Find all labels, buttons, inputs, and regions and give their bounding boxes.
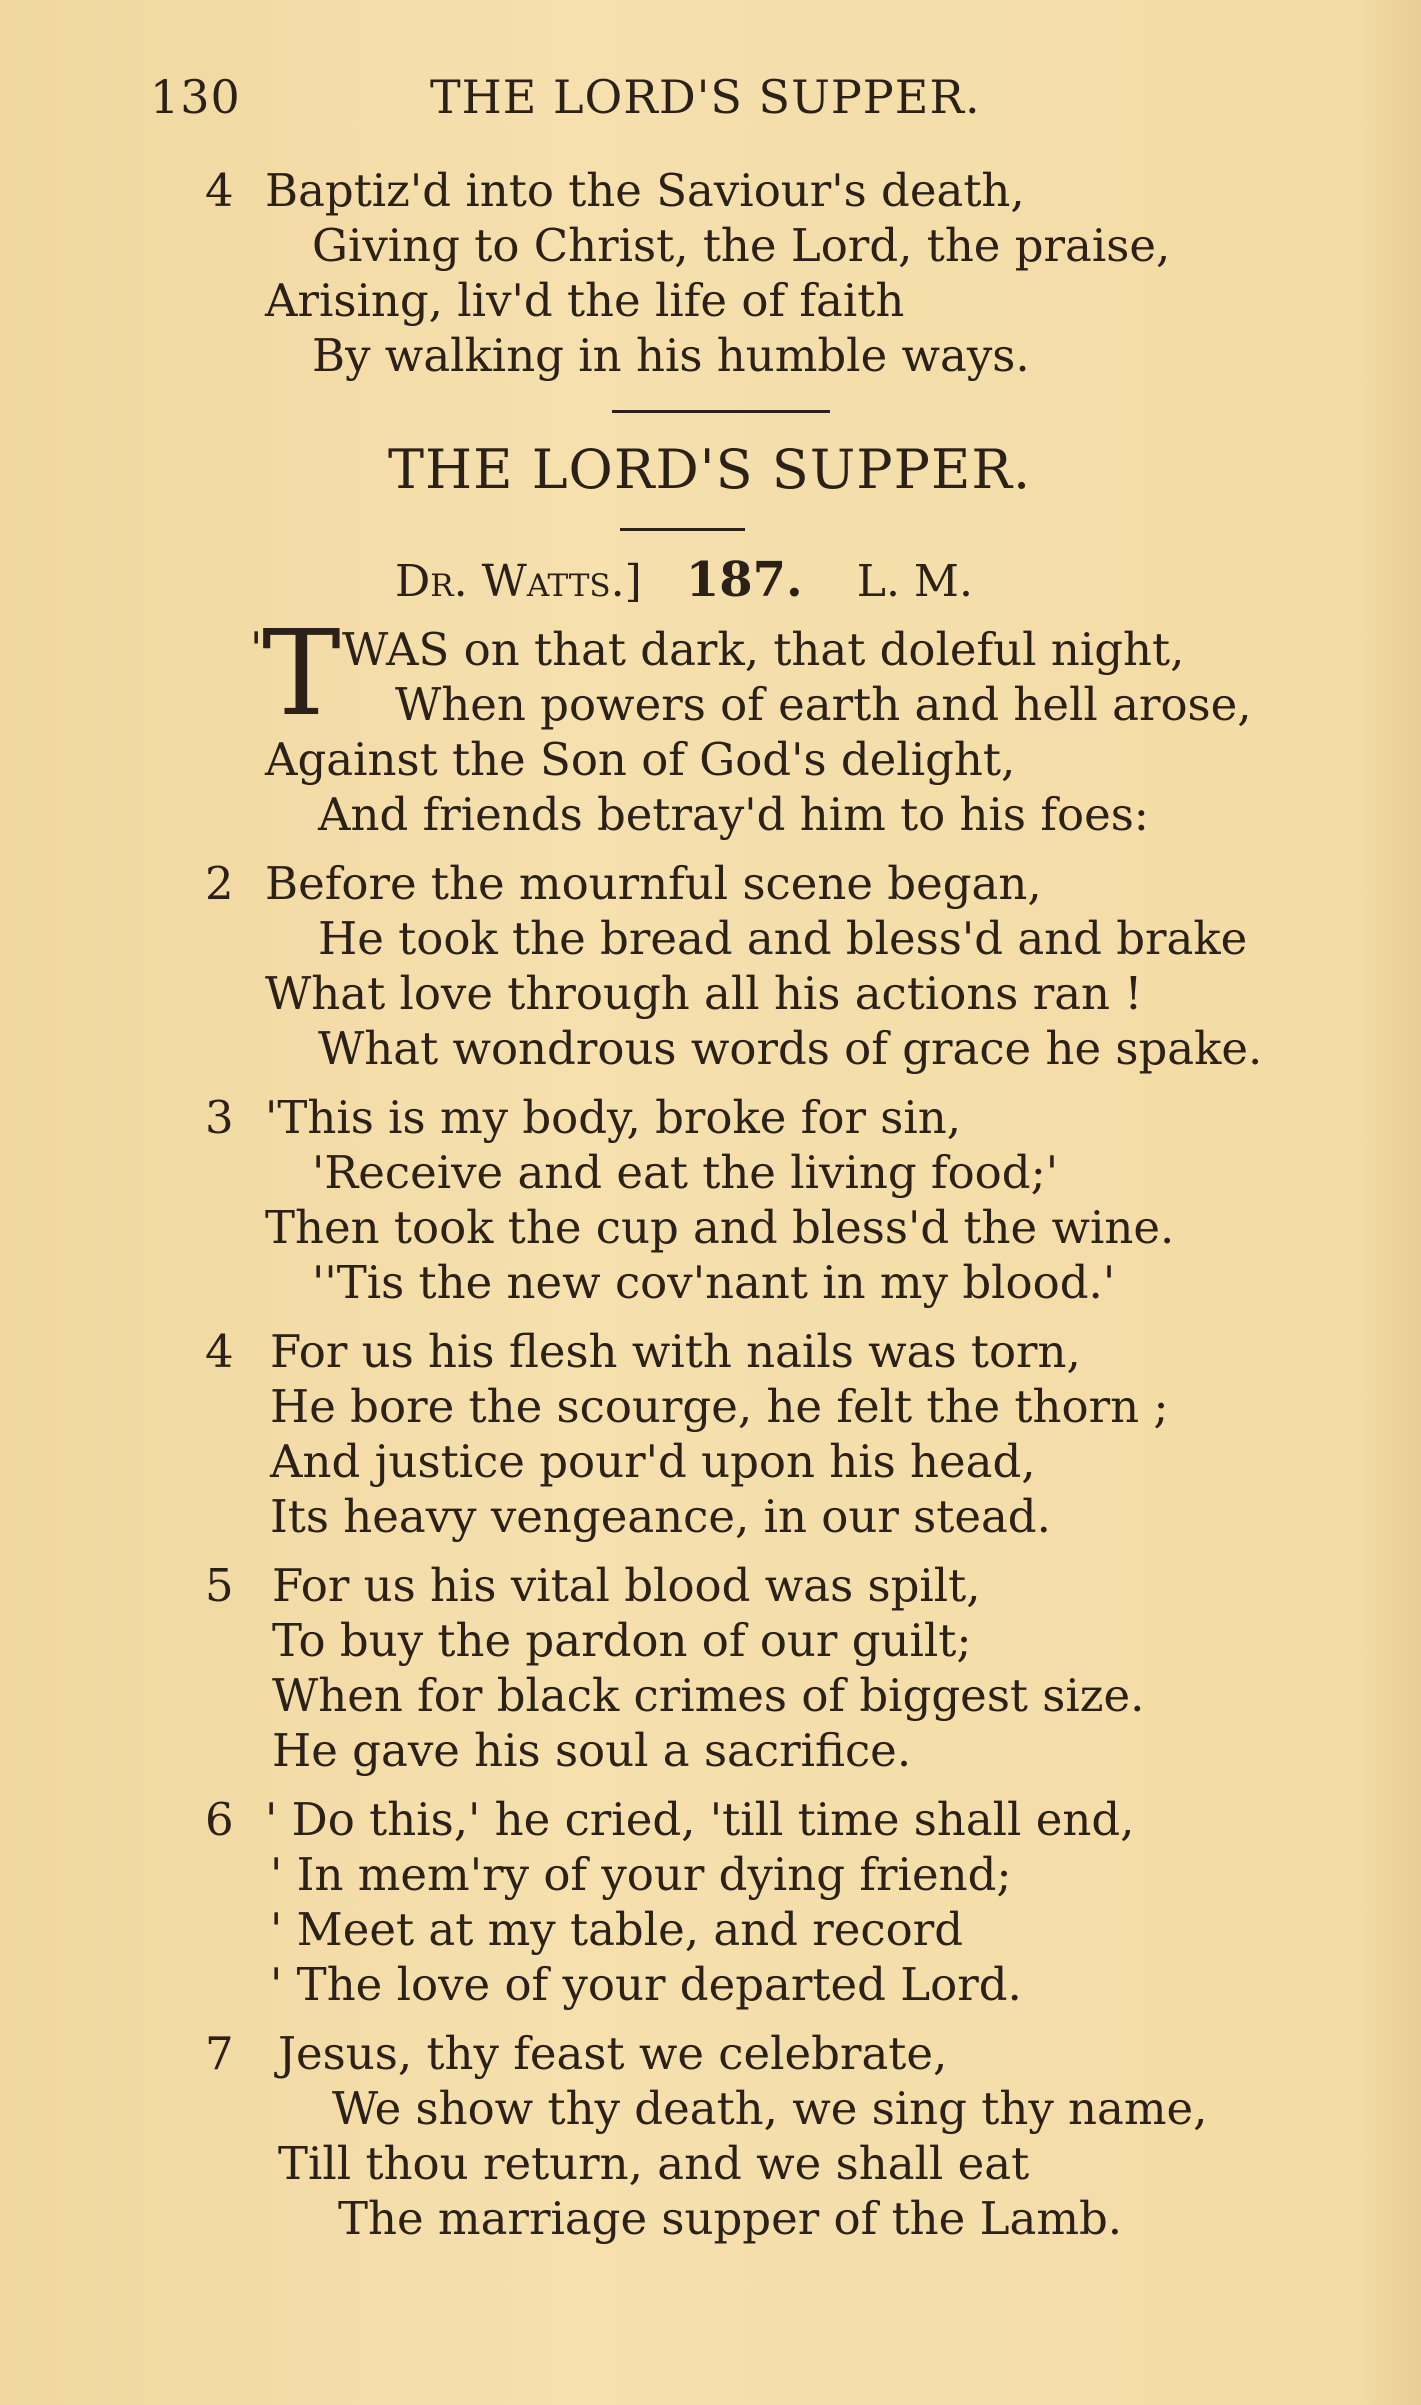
drop-cap: T bbox=[262, 604, 341, 742]
s4-line-3: And justice pour'd upon his head, bbox=[270, 1435, 1036, 1488]
s3-number: 3 bbox=[205, 1091, 234, 1144]
s2-line-3: What love through all his actions ran ! bbox=[265, 967, 1143, 1020]
prev-stanza-number: 4 bbox=[205, 164, 234, 217]
s4-line-1: For us his flesh with nails was torn, bbox=[270, 1325, 1081, 1378]
s1-line-1: WAS on that dark, that doleful night, bbox=[342, 623, 1185, 676]
running-title: THE LORD'S SUPPER. bbox=[430, 70, 981, 124]
s6-line-1: ' Do this,' he cried, 'till time shall end, bbox=[265, 1793, 1135, 1846]
section-title: THE LORD'S SUPPER. bbox=[388, 438, 1032, 501]
hymn-heading bbox=[395, 552, 973, 608]
s6-line-4: ' The love of your departed Lord. bbox=[270, 1958, 1022, 2011]
prev-line-2: Giving to Christ, the Lord, the praise, bbox=[312, 219, 1171, 272]
hymn-author: Dr. Watts.] bbox=[395, 556, 642, 607]
title-underline-rule bbox=[620, 528, 745, 531]
s4-line-2: He bore the scourge, he felt the thorn ; bbox=[270, 1380, 1169, 1433]
s5-line-3: When for black crimes of biggest size. bbox=[272, 1669, 1145, 1722]
s4-line-4: Its heavy vengeance, in our stead. bbox=[270, 1490, 1051, 1543]
s3-line-2: 'Receive and eat the living food;' bbox=[312, 1146, 1059, 1199]
s5-line-1: For us his vital blood was spilt, bbox=[272, 1559, 981, 1612]
s3-line-1: 'This is my body, broke for sin, bbox=[265, 1091, 962, 1144]
s6-number: 6 bbox=[205, 1793, 234, 1846]
s5-number: 5 bbox=[205, 1559, 234, 1612]
s2-line-1: Before the mournful scene began, bbox=[265, 857, 1042, 910]
s7-line-2: We show thy death, we sing thy name, bbox=[332, 2082, 1208, 2135]
s2-line-2: He took the bread and bless'd and brake bbox=[318, 912, 1248, 965]
s5-line-2: To buy the pardon of our guilt; bbox=[272, 1614, 972, 1667]
s1-line-4: And friends betray'd him to his foes: bbox=[318, 788, 1149, 841]
prev-line-1: Baptiz'd into the Saviour's death, bbox=[265, 164, 1025, 217]
s1-line-3: Against the Son of God's delight, bbox=[265, 733, 1016, 786]
prev-line-4: By walking in his humble ways. bbox=[312, 329, 1030, 382]
s6-line-3: ' Meet at my table, and record bbox=[270, 1903, 964, 1956]
s3-line-3: Then took the cup and bless'd the wine. bbox=[265, 1201, 1175, 1254]
s7-line-1: Jesus, thy feast we celebrate, bbox=[278, 2027, 948, 2080]
s2-number: 2 bbox=[205, 857, 234, 910]
s4-number: 4 bbox=[205, 1325, 234, 1378]
prev-line-3: Arising, liv'd the life of faith bbox=[265, 274, 905, 327]
opening-mark: ' bbox=[250, 622, 263, 675]
s6-line-2: ' In mem'ry of your dying friend; bbox=[270, 1848, 1012, 1901]
s2-line-4: What wondrous words of grace he spake. bbox=[318, 1022, 1263, 1075]
page-number: 130 bbox=[150, 70, 241, 124]
section-divider-rule bbox=[612, 410, 830, 413]
s7-line-3: Till thou return, and we shall eat bbox=[278, 2137, 1030, 2190]
s1-line-2: When powers of earth and hell arose, bbox=[395, 678, 1252, 731]
s7-line-4: The marriage supper of the Lamb. bbox=[338, 2192, 1123, 2245]
hymn-number: 187. bbox=[685, 552, 803, 608]
hymn-meter: L. M. bbox=[856, 556, 973, 607]
running-header bbox=[150, 70, 1350, 140]
s5-line-4: He gave his soul a sacrifice. bbox=[272, 1724, 912, 1777]
s3-line-4: ''Tis the new cov'nant in my blood.' bbox=[312, 1256, 1116, 1309]
page-edge-shadow bbox=[1360, 0, 1421, 2405]
s7-number: 7 bbox=[205, 2027, 234, 2080]
